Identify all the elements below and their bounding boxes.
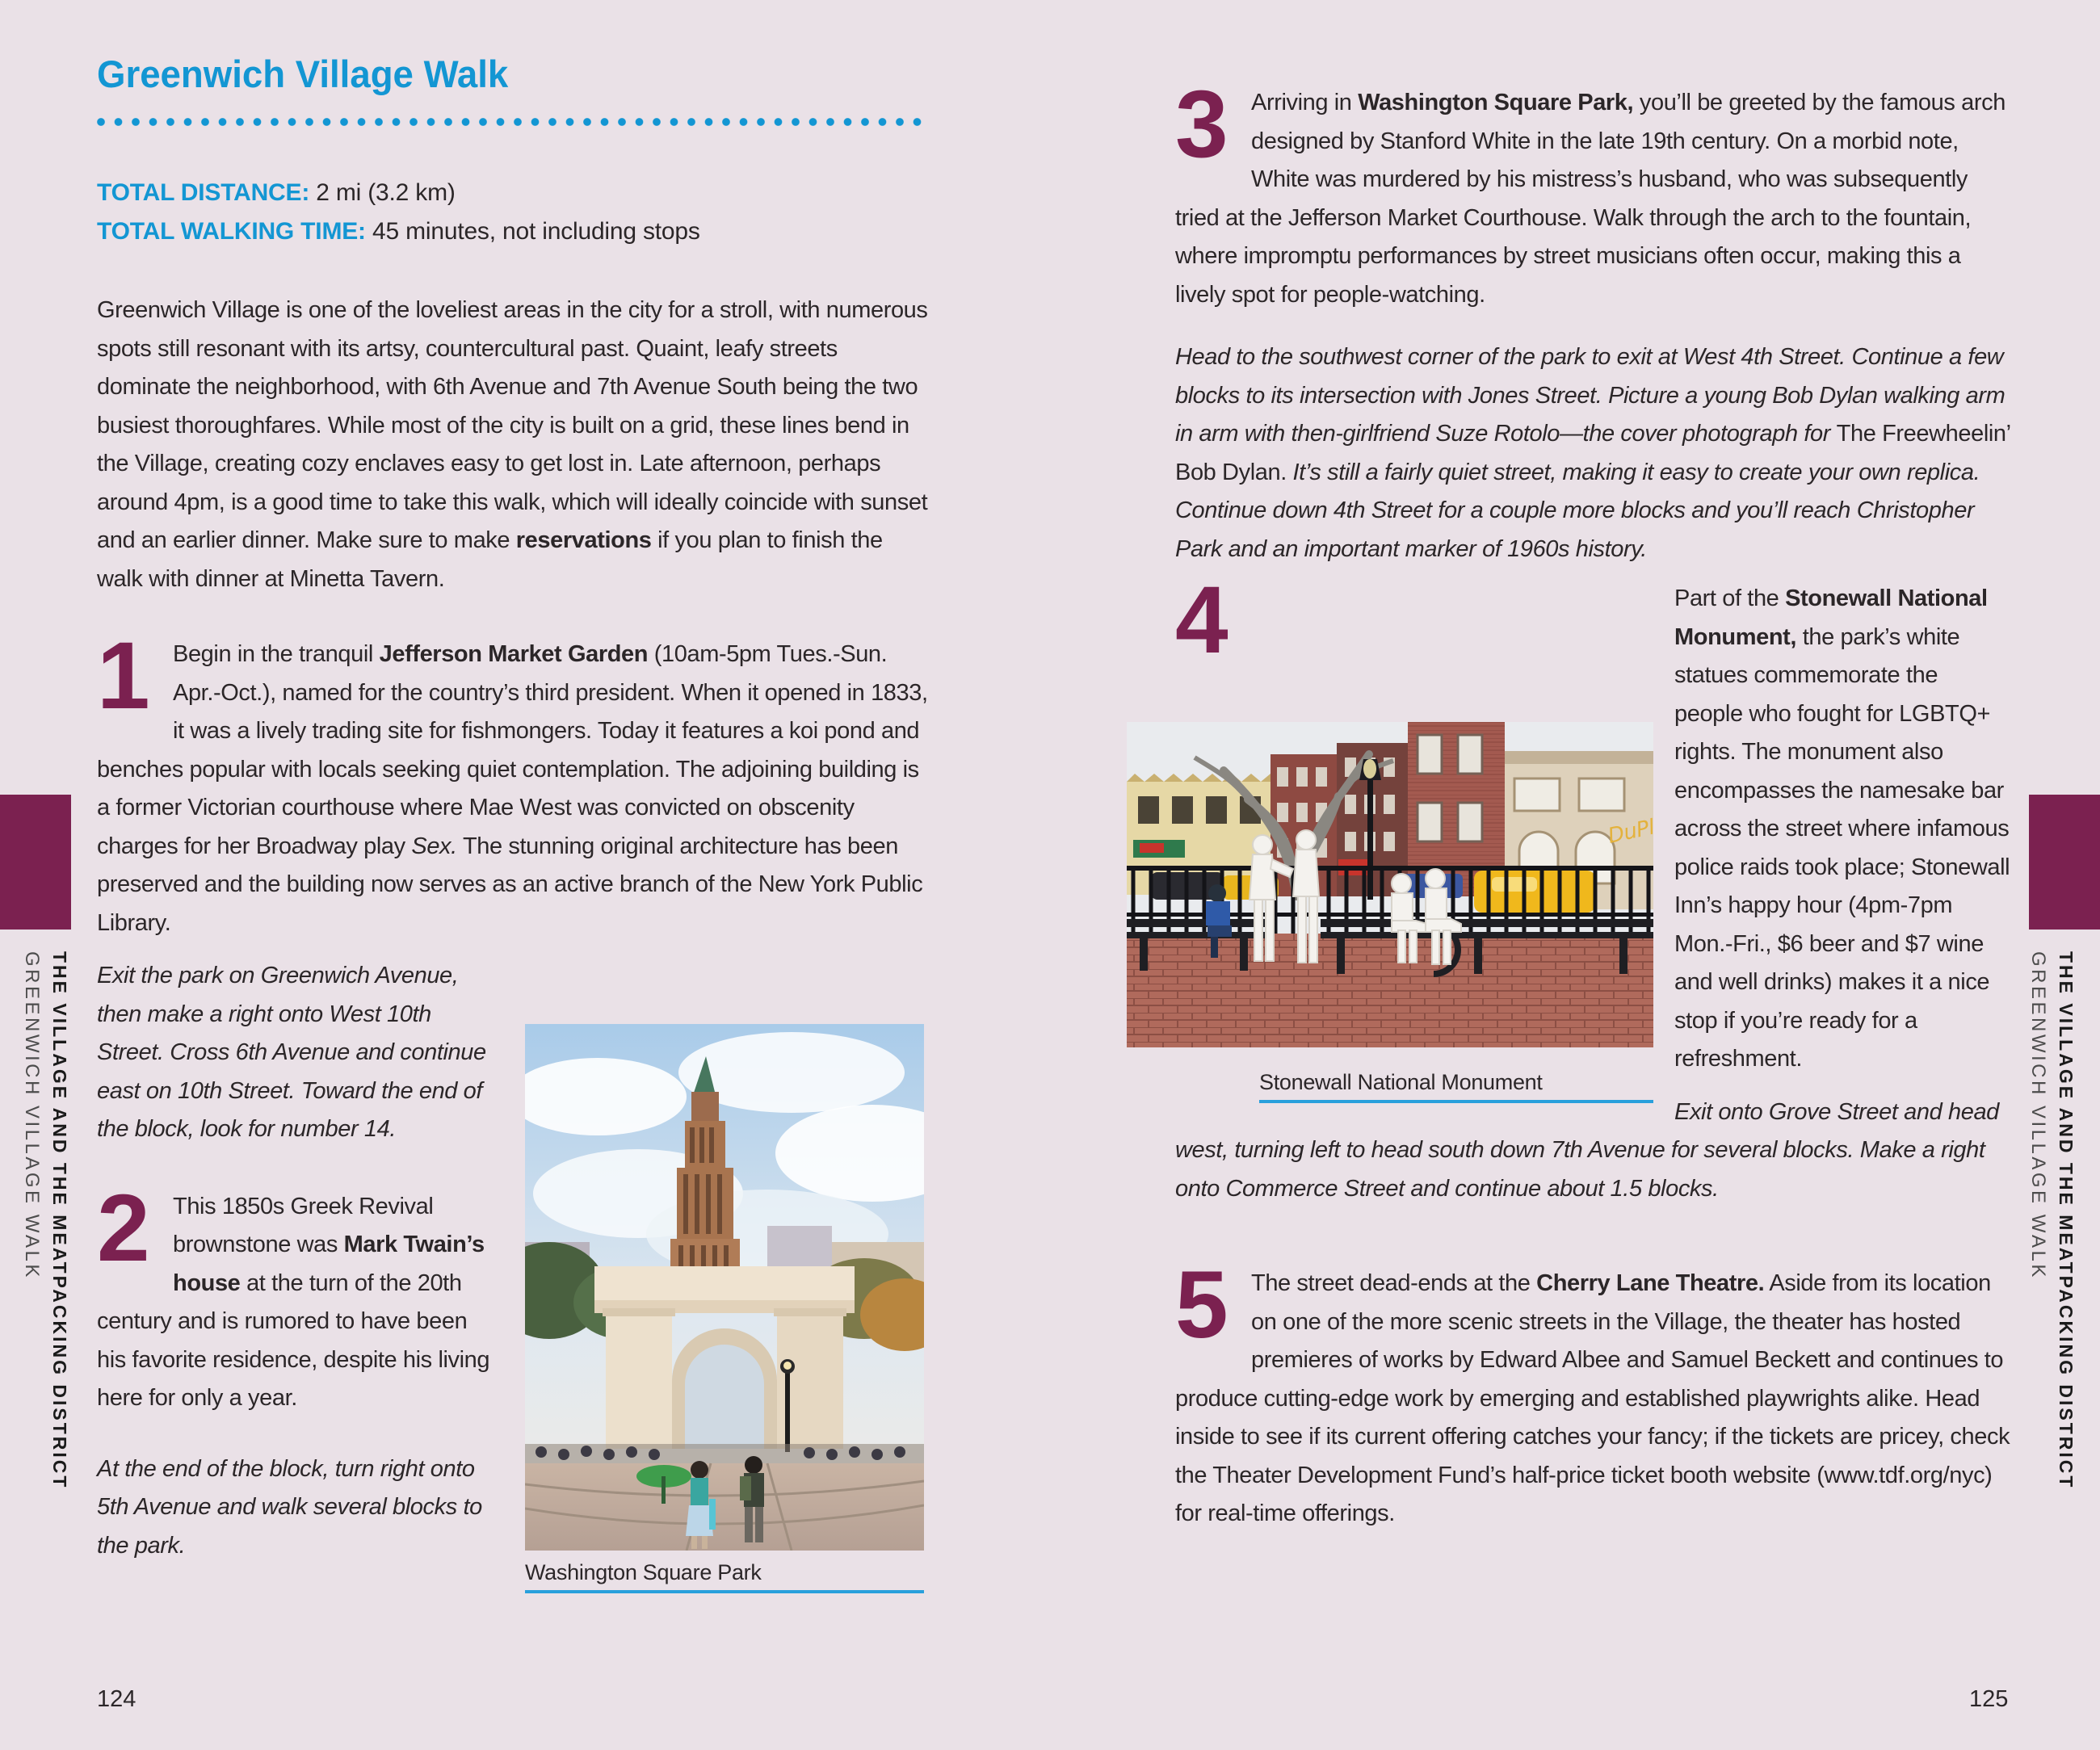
section-label: GREENWICH VILLAGE WALK xyxy=(21,951,43,1280)
step-5-number: 5 xyxy=(1175,1252,1227,1358)
directions-1-text: Exit the park on Greenwich Avenue, then make a right onto West 10th Street. Cross 6th Avenue and continue east on 10th Street. Toward the end of the block, look for number 14. xyxy=(97,963,486,1142)
walk-stats xyxy=(97,174,933,251)
left-sidebar-tab xyxy=(18,951,74,1489)
svg-text:DuPl: DuPl xyxy=(1606,815,1653,849)
left-page-column xyxy=(97,0,933,1593)
dotted-rule xyxy=(97,118,930,127)
page-number-right: 125 xyxy=(1969,1686,2009,1712)
washington-square-park-figure xyxy=(497,1024,933,1593)
step-4 xyxy=(1175,567,2011,1094)
step-3-text: Arriving in Washington Square Park, you’ll be greeted by the famous arch designed by Stanford White in the late 19th century. On a morbid note, White was murdered by his mistress’s husband, who was subsequently tried at the Jefferson Market Courthouse. Walk through the arch to the fountain, where impromptu performances by street musicians often occur, making this a lively spot for people-watching. xyxy=(1175,90,2006,308)
step-2-number: 2 xyxy=(97,1174,149,1282)
chapter-label: THE VILLAGE AND THE MEATPACKING DISTRICT xyxy=(2056,951,2077,1490)
stonewall-monument-figure xyxy=(1127,722,1653,1121)
step-4-text: Part of the Stonewall National Monument, the park’s white statues commemorate the people who fought for LGBTQ+ rights. The monument also encompasses the namesake bar across the street where infamous police raids took place; Stonewall Inn’s happy hour (4pm-7pm Mon.-Fri., $6 beer and $7 wine and well drinks) makes it a nice stop if you’re ready for a refreshment. xyxy=(1674,585,2010,1072)
right-spine-accent-block xyxy=(2029,795,2100,930)
step-3 xyxy=(1175,71,2011,314)
left-spine-accent-block xyxy=(0,795,71,930)
step-2-text: This 1850s Greek Revival brownstone was Mark Twain’s house at the turn of the 20th century and is rumored to have been his favorite residence, despite his living here for only a year. xyxy=(97,1193,490,1411)
photo-caption: Washington Square Park xyxy=(525,1560,762,1584)
stat-total-distance xyxy=(97,174,933,212)
step-3-number: 3 xyxy=(1175,71,1227,178)
step-4-number: 4 xyxy=(1175,567,1227,674)
step-5 xyxy=(1175,1252,2011,1534)
step-1 xyxy=(97,623,933,942)
stonewall-monument-photo xyxy=(1127,722,1653,1047)
directions-4: Exit onto Grove Street and head west, turning left to head south down 7th Avenue for several blocks. Make a right onto Commerce Street and continue about 1.5 blocks. xyxy=(1175,1098,1999,1202)
caption-rule xyxy=(1259,1100,1653,1103)
stat-label: TOTAL WALKING TIME: xyxy=(97,218,366,245)
stat-total-walking-time xyxy=(97,212,933,251)
intro-paragraph: Greenwich Village is one of the loveliest areas in the city for a stroll, with numerous spots still resonant with its artsy, countercultural past. Quaint, leafy streets dominate the neighborhood, with 6th Avenue and 7th Avenue South being the two busiest thoroughfares. While most of the city is built on a grid, these lines bend in the Village, creating cozy enclaves easy to get lost in. Late afternoon, perhaps around 4pm, is a good time to take this walk, which will ideally coincide with sunset and an earlier dinner. Make sure to make reservations if you plan to finish the walk with dinner at Minetta Tavern. xyxy=(97,297,928,592)
step-1-text: Begin in the tranquil Jefferson Market Garden (10am-5pm Tues.-Sun. Apr.-Oct.), named for the country’s third president. When it opened in 1833, it was a lively trading site for fishmongers. Today it features a koi pond and benches popular with locals seeking quiet contemplation. The adjoining building is a former Victorian courthouse where Mae West was convicted on obscenity charges for her Broadway play Sex. The stunning original architecture has been preserved and the building now serves as an active branch of the New York Public Library. xyxy=(97,641,928,936)
stat-value: 2 mi (3.2 km) xyxy=(316,179,456,206)
step-1-number: 1 xyxy=(97,623,149,729)
right-page-column xyxy=(1175,0,2011,1534)
directions-3: Head to the southwest corner of the park to exit at West 4th Street. Continue a few blocks to its intersection with Jones Street. Picture a young Bob Dylan walking arm in arm with then-girlfriend Suze Rotolo—the cover photograph for The Freewheelin’ Bob Dylan. It’s still a fairly quiet street, making it easy to create your own replica. Continue down 4th Street for a couple more blocks and you’ll reach Christopher Park and an important marker of 1960s history. xyxy=(1175,344,2010,562)
caption-rule xyxy=(525,1590,924,1593)
washington-square-park-photo xyxy=(525,1024,924,1551)
photo-caption: Stonewall National Monument xyxy=(1259,1069,1543,1094)
page-title: Greenwich Village Walk xyxy=(97,52,509,95)
chapter-label: THE VILLAGE AND THE MEATPACKING DISTRICT xyxy=(49,951,70,1490)
stat-value: 45 minutes, not including stops xyxy=(372,218,700,245)
page-number-left: 124 xyxy=(97,1686,136,1712)
stat-label: TOTAL DISTANCE: xyxy=(97,179,310,206)
section-label: GREENWICH VILLAGE WALK xyxy=(2027,951,2049,1280)
step-5-text: The street dead-ends at the Cherry Lane Theatre. Aside from its location on one of the more scenic streets in the Village, the theater has hosted premieres of works by Edward Albee and Samuel Beckett and continues to produce cutting-edge work by emerging and established playwrights alike. Head inside to see if its current offering catches your fancy; if the tickets are pricey, check the Theater Development Fund’s half-price ticket booth website (www.tdf.org/nyc) for real-time offerings. xyxy=(1175,1270,2010,1526)
right-sidebar-tab xyxy=(2024,951,2081,1489)
directions-2: At the end of the block, turn right onto 5th Avenue and walk several blocks to the park. xyxy=(97,1455,482,1559)
